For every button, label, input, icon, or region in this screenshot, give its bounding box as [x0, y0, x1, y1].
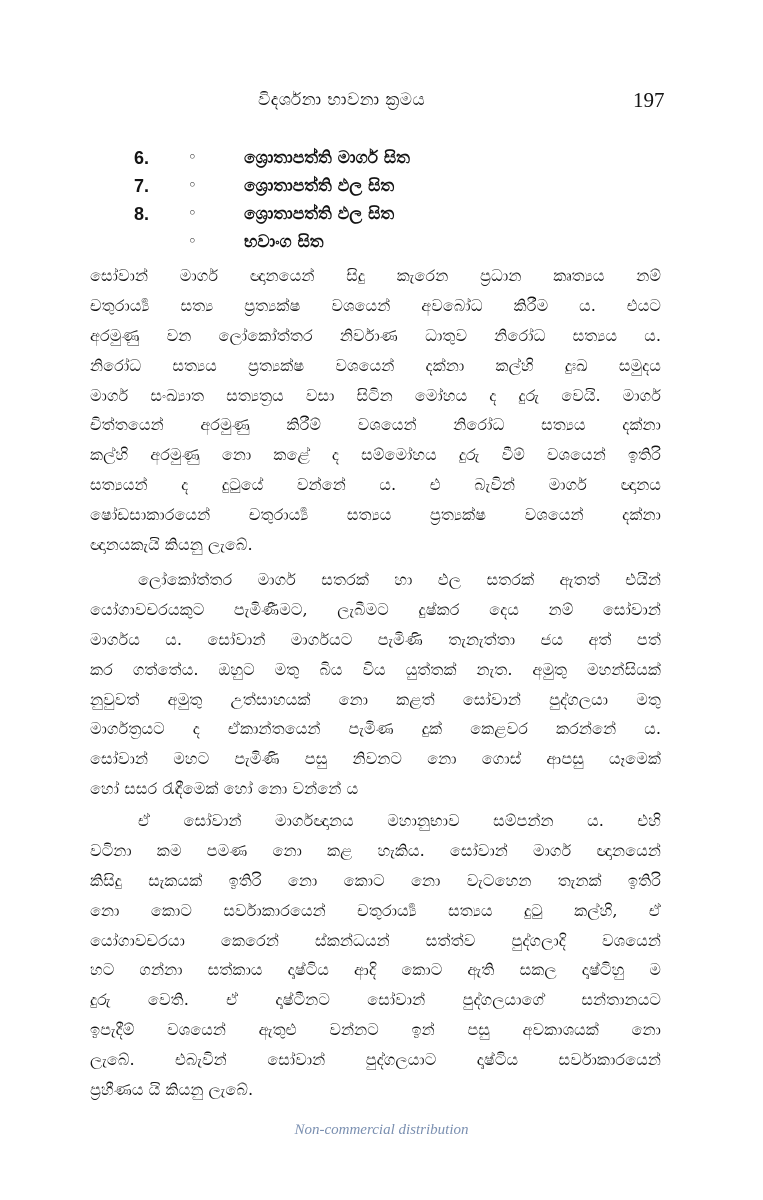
list-item-mark: ◦ — [188, 176, 197, 194]
text-line: සත්‍යයන් ද දුටුයේ වන්නේ ය. එ බැවින් මාර්ග ඥානය — [90, 475, 661, 495]
footer-watermark: Non-commercial distribution — [294, 1122, 469, 1138]
text-line: අරමුණු වන ලෝකෝත්තර නිර්වාණ ධාතුව නිරෝධ සත්‍යය ය. — [90, 325, 661, 345]
text-line: ලැබේ. එබැවින් සෝවාන් පුද්ගලයාට දෘෂ්ටිය සර්වාකාරයෙන් — [90, 1050, 661, 1070]
list-item-text: ශ්‍රොතාපත්ති ඵල සිත — [244, 204, 395, 224]
list-item — [0, 174, 763, 202]
list-item-number: 7. — [134, 176, 150, 196]
list-item-text: භවාංග සිත — [244, 232, 324, 252]
text-line: ඥානයකැයි කියනු ලැබේ. — [90, 535, 253, 555]
text-line: වටිනා කම පමණ නො කළ හැකිය. සෝවාන් මාර්ග ඥානයෙන් — [90, 840, 661, 860]
text-line: යෝගාවචරයා කෙරෙන් ස්කන්ධයන් සත්ත්ව පුද්ගලාදි වශයෙන් — [90, 930, 661, 950]
text-line: ෂෝඩසාකාරයෙන් චතුරාර්‍ය්‍ය සත්‍යය ප්‍රත්‍යක්ෂ වශයෙන් දක්නා — [90, 505, 661, 525]
text-line: යෝගාවචරයකුට පැමිණීමට, ලැබීමට දුෂ්කර දෙය නම් සෝවාන් — [90, 599, 661, 619]
text-line: කල්හි අරමුණු නො කළේ ද සම්මෝහය දුරු වීම් වශයෙන් ඉතිරි — [90, 445, 661, 465]
text-line: මාර්ග සංඛ්‍යාත සත්‍යත්‍රය වසා සිටින මෝහය ද දුරු වෙයි. මාර්ග — [90, 385, 661, 405]
text-line: කර ගත්තේය. ඔහුට මතු බිය විය යුත්තක් නැත. අමුතු මහන්සියක් — [90, 659, 661, 679]
list-item-text: ශ්‍රොතාපත්ති මාර්ග සිත — [244, 148, 410, 168]
text-line: ප්‍රහීණය යි කියනු ලැබේ. — [90, 1080, 254, 1100]
list-item-text: ශ්‍රොතාපත්ති ඵල සිත — [244, 176, 395, 196]
numbered-list — [0, 146, 763, 258]
paragraph-2 — [90, 565, 661, 804]
text-line: ඒ සෝවාන් මාර්ගඥානය මහානුභාව සම්පන්න ය. එහි — [138, 811, 661, 830]
text-line: හෝ සසර රැඳීමෙක් හෝ නො වන්නේ ය — [90, 779, 359, 799]
text-line: නිරෝධ සත්‍යය ප්‍රත්‍යක්ෂ වශයෙන් දක්නා කල්හි දුඃඛ සමුදය — [90, 355, 661, 375]
list-item-mark: ◦ — [188, 232, 197, 250]
text-line: ලෝකෝත්තර මාර්ග සතරක් හා ඵල සතරක් ඇතත් එයින් — [138, 570, 661, 589]
list-item — [0, 230, 763, 258]
list-item-mark: ◦ — [188, 148, 197, 166]
text-line: සෝවාන් මාර්ග ඥානයෙන් සිදු කැරෙන ප්‍රධාන කෘත්‍යය නම් — [90, 266, 661, 285]
paragraph-3 — [90, 806, 661, 1105]
text-line: දුරු වෙති. ඒ දෘෂ්ටීනට සෝවාන් පුද්ගලයාගේ සන්තානයට — [90, 990, 661, 1010]
list-item — [0, 202, 763, 230]
paragraph-1 — [90, 261, 661, 560]
list-item-number: 6. — [134, 148, 150, 168]
text-line: චතුරාර්‍ය්‍ය සත්‍ය ප්‍රත්‍යක්ෂ වශයෙන් අවබෝධ කිරීම ය. එයට — [90, 295, 661, 315]
text-line: චිත්තයෙන් අරමුණු කිරීම් වශයෙන් නිරෝධ සත්‍යය දක්නා — [90, 415, 661, 435]
text-line: කිසිදු සැකයක් ඉතිරි නො කොට නො වැටහෙන තැනක් ඉතිරි — [90, 870, 661, 890]
list-item-number: 8. — [134, 204, 150, 224]
page-number: 197 — [633, 88, 665, 112]
text-line: නුවුවත් අමුතු උත්සාහයක් නො කළත් සෝවාන් පුද්ගලයා මතු — [90, 689, 661, 709]
text-line: ඉපැදීම් වශයෙන් ඇතුළු වන්නට ඉන් පසු අවකාශයක් නො — [90, 1020, 661, 1040]
text-line: මාර්ගය ය. සෝවාන් මාර්ගයට පැමිණි තැනැත්තා ජය අත් පත් — [90, 629, 661, 649]
text-line: සෝවාන් මහට පැමිණි පසු නිවනට නො ගොස් ආපසු යෑමෙක් — [90, 749, 661, 769]
text-line: මාර්ගත්‍රයට ද ඒකාන්තයෙන් පැමිණ දුක් කෙළවර කරන්නේ ය. — [90, 719, 661, 739]
text-line: නො කොට සර්වාකාරයෙන් චතුරාර්‍ය්‍ය සත්‍යය දුටු කල්හි, ඒ — [90, 900, 661, 920]
text-line: හට ගන්නා සත්කාය දෘෂ්ටිය ආදි කොට ඇති සකල දෘෂ්ටිහු ම — [90, 960, 661, 980]
running-title: විදර්ශනා භාවනා ක්‍රමය — [258, 90, 426, 110]
list-item-mark: ◦ — [188, 204, 197, 222]
list-item — [0, 146, 763, 174]
